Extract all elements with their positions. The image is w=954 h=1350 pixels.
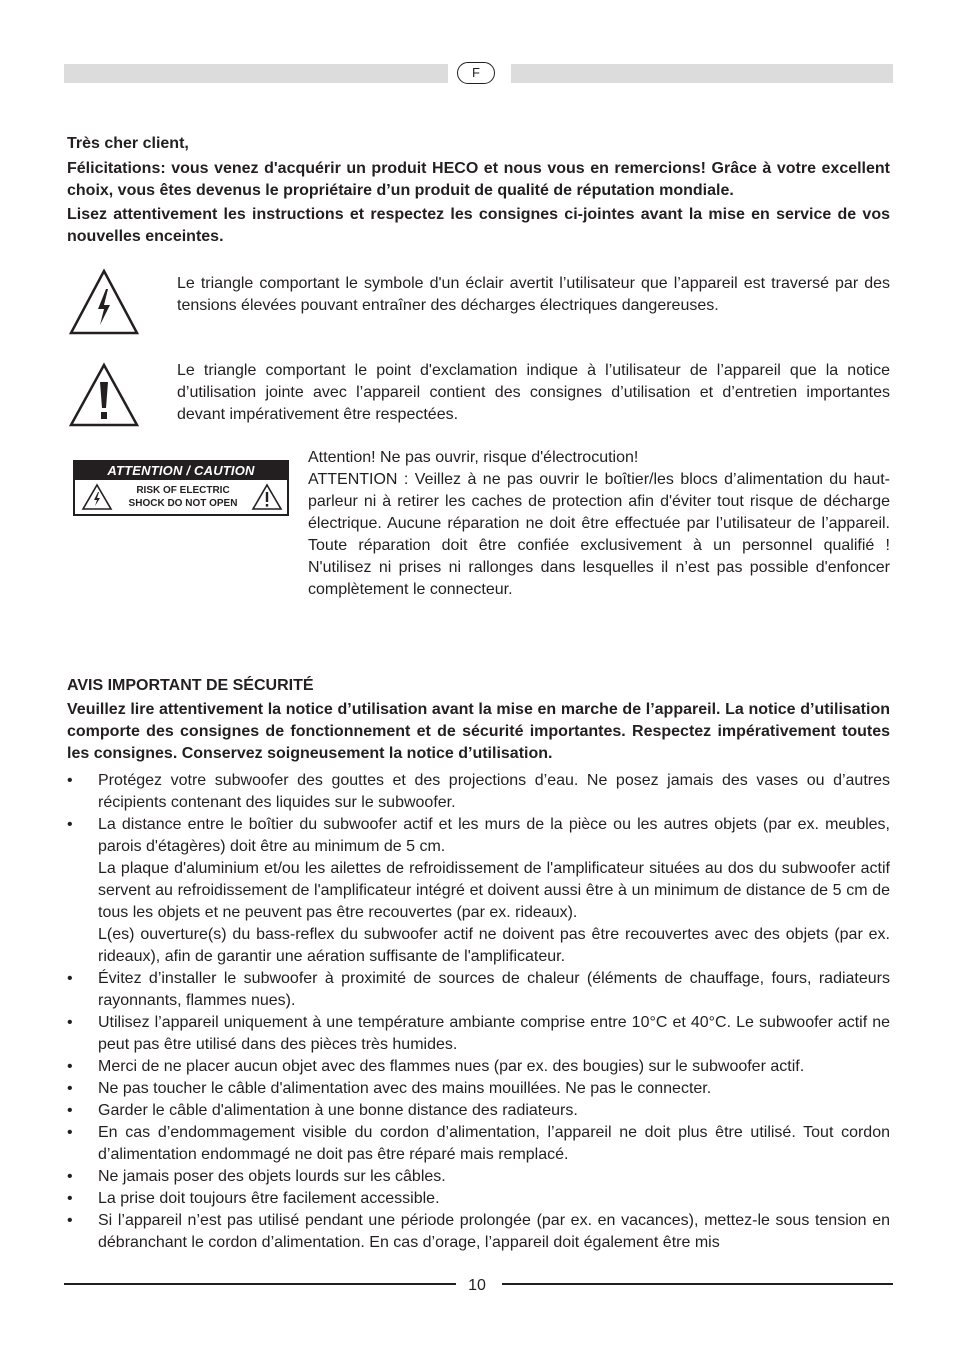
list-item: • Ne jamais poser des objets lourds sur les câbles.	[67, 1166, 890, 1188]
intro-paragraph-2: Lisez attentivement les instructions et respectez les consignes ci-jointes avant la mise en service de vos nouvelles enceintes.	[67, 206, 890, 245]
list-item: • Protégez votre subwoofer des gouttes et des projections d’eau. Ne posez jamais des vases ou d’autres récipients contenant des liquides sur le subwoofer.	[67, 772, 890, 811]
exclamation-warning-text: Le triangle comportant le point d'exclamation indique à l’utilisateur de l’appareil que la notice d’utilisation jointe avec l’appareil contient des consignes d’utilisation et d’entretien importantes devant impérativement être respectées.	[177, 362, 890, 423]
caution-label	[73, 460, 289, 516]
caution-text-2: ATTENTION : Veillez à ne pas ouvrir le boîtier/les blocs d’alimentation du haut-parleur ni à retirer les caches de protection afin d'éviter tout risque de décharge électrique. Aucune réparation ne doit être effectuée par l’utilisateur de l’appareil. Toute réparation doit être confiée exclusivement à un personnel qualifié ! N'utilisez ni prises ni rallonges dans lesquelles il n’est pas possible d'enfoncer complètement le connecteur.	[308, 471, 890, 598]
caution-label-title: ATTENTION / CAUTION	[75, 462, 287, 480]
bullet-marker: •	[67, 1124, 73, 1141]
footer-rule-left	[64, 1283, 456, 1285]
bullet-marker: •	[67, 816, 73, 833]
safety-heading: AVIS IMPORTANT DE SÉCURITÉ	[67, 677, 314, 694]
intro-paragraph-1: Félicitations: vous venez d'acquérir un produit HECO et nous vous en remercions! Grâce à votre excellent choix, vous êtes devenus le propriétaire d’un produit de qualité de réputation mondiale.	[67, 160, 890, 199]
bullet-marker: •	[67, 1014, 73, 1031]
header-bar-right	[511, 64, 893, 83]
bullet-marker: •	[67, 1058, 73, 1075]
list-item: • Garder le câble d'alimentation à une bonne distance des radiateurs.	[67, 1100, 890, 1122]
list-item: • Évitez d’installer le subwoofer à proximité de sources de chaleur (éléments de chauffage, fours, radiateurs rayonnants, flammes nues).	[67, 970, 890, 1009]
list-item: • Si l’appareil n’est pas utilisé pendant une période prolongée (par ex. en vacances), mettez-le sous tension en débranchant le cordon d’alimentation. En cas d’orage, l’appareil doit également être mis	[67, 1212, 890, 1251]
list-item: • Ne pas toucher le câble d'alimentation avec des mains mouillées. Ne pas le connecter.	[67, 1078, 890, 1100]
bullet-marker: •	[67, 1168, 73, 1185]
list-item: • Merci de ne placer aucun objet avec des flammes nues (par ex. des bougies) sur le subwoofer actif.	[67, 1056, 890, 1078]
list-item: • En cas d’endommagement visible du cordon d’alimentation, l’appareil ne doit plus être utilisé. Tout cordon d’alimentation endommagé ne doit pas être réparé mais remplacé.	[67, 1124, 890, 1163]
bullet-marker: •	[67, 1190, 73, 1207]
bullet-marker: •	[67, 970, 73, 987]
caution-text-1: Attention! Ne pas ouvrir, risque d'électrocution!	[308, 449, 639, 466]
bullet-marker: •	[67, 1102, 73, 1119]
page-number: 10	[468, 1277, 486, 1294]
list-item-continuation: L(es) ouverture(s) du bass-reflex du subwoofer actif ne doivent pas être recouvertes avec des objets (par ex. rideaux), afin de garantir une aération suffisante de l'amplificateur.	[98, 926, 890, 965]
safety-intro: Veuillez lire attentivement la notice d’utilisation avant la mise en marche de l’appareil. La notice d’utilisation comporte des consignes de fonctionnement et de sécurité importantes. Respectez impérativement toutes les consignes. Conservez soigneusement la notice d’utilisation.	[67, 701, 890, 762]
lightning-warning-icon	[68, 267, 140, 337]
safety-bullet-list	[67, 770, 890, 1254]
footer-rule-right	[502, 1283, 893, 1285]
header-bar-left	[64, 64, 448, 83]
exclamation-warning-icon	[68, 362, 140, 428]
list-item: • La distance entre le boîtier du subwoofer actif et les murs de la pièce ou les autres objets (par ex. meubles, parois d'étagères) doit être au minimum de 5 cm. La plaque d'aluminium et/ou les ailettes de refroidissement de l'amplificateur situées au dos du subwoofer actif servent au refroidissement de l'amplificateur intégré et doivent aussi être à un minimum de distance de 5 cm de tous les objets et ne peuvent pas être recouvertes (par ex. rideaux). L(es) ouverture(s) du bass-reflex du subwoofer actif ne doivent pas être recouvertes avec des objets (par ex. rideaux), afin de garantir une aération suffisante de l'amplificateur.	[67, 814, 890, 968]
caution-label-subtitle	[115, 484, 251, 510]
caution-label-line-2: SHOCK DO NOT OPEN	[128, 498, 238, 509]
lightning-warning-text: Le triangle comportant le symbole d'un éclair avertit l’utilisateur que l’appareil est traversé par des tensions élevées pouvant entraîner des décharges électriques dangereuses.	[177, 275, 890, 314]
lightning-icon	[81, 483, 113, 511]
bullet-marker: •	[67, 1212, 73, 1229]
bullet-marker: •	[67, 772, 73, 789]
exclamation-icon	[251, 483, 283, 511]
caution-label-line-1: RISK OF ELECTRIC	[136, 485, 230, 496]
list-item: • La prise doit toujours être facilement accessible.	[67, 1188, 890, 1210]
bullet-marker: •	[67, 1080, 73, 1097]
list-item: • Utilisez l’appareil uniquement à une température ambiante comprise entre 10°C et 40°C. Le subwoofer actif ne peut pas être utilisé dans des pièces très humides.	[67, 1014, 890, 1053]
list-item-continuation: La plaque d'aluminium et/ou les ailettes de refroidissement de l'amplificateur situées au dos du subwoofer actif servent au refroidissement de l'amplificateur intégré et doivent aussi être à un minimum de distance de 5 cm de tous les objets et ne peuvent pas être recouvertes (par ex. rideaux).	[98, 860, 890, 921]
language-badge: F	[457, 62, 495, 84]
greeting: Très cher client,	[67, 135, 189, 152]
